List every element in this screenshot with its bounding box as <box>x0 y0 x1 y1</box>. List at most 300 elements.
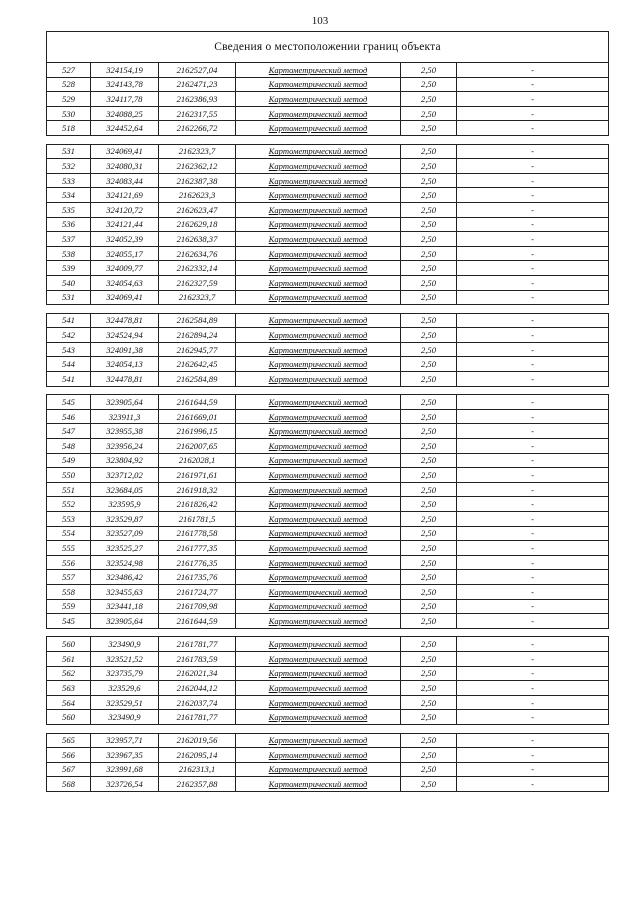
accuracy-cell: 2,50 <box>401 246 457 261</box>
accuracy-cell: 2,50 <box>401 144 457 159</box>
point-number-cell: 560 <box>47 637 91 652</box>
description-cell: - <box>457 395 609 410</box>
accuracy-cell: 2,50 <box>401 526 457 541</box>
coordinate-x-cell: 324080,31 <box>91 159 159 174</box>
coordinate-y-cell: 2162527,04 <box>159 63 236 78</box>
coordinate-y-cell: 2162317,55 <box>159 106 236 121</box>
method-cell: Картометрический метод <box>236 173 401 188</box>
coordinate-x-cell: 324478,81 <box>91 372 159 387</box>
coordinate-x-cell: 323735,79 <box>91 666 159 681</box>
coordinate-y-cell: 2161781,77 <box>159 637 236 652</box>
point-number-cell: 554 <box>47 526 91 541</box>
coordinate-y-cell: 2162327,59 <box>159 275 236 290</box>
coordinate-x-cell: 323490,9 <box>91 637 159 652</box>
coordinate-y-cell: 2162044,12 <box>159 681 236 696</box>
coordinate-y-cell: 2162584,89 <box>159 313 236 328</box>
coordinate-x-cell: 324091,38 <box>91 342 159 357</box>
point-number-cell: 551 <box>47 482 91 497</box>
accuracy-cell: 2,50 <box>401 342 457 357</box>
coordinate-y-cell: 2161778,58 <box>159 526 236 541</box>
accuracy-cell: 2,50 <box>401 733 457 748</box>
point-number-cell: 565 <box>47 733 91 748</box>
table-row <box>47 202 609 217</box>
accuracy-cell: 2,50 <box>401 748 457 763</box>
point-number-cell: 541 <box>47 372 91 387</box>
point-number-cell: 518 <box>47 121 91 136</box>
accuracy-cell: 2,50 <box>401 409 457 424</box>
method-cell: Картометрический метод <box>236 261 401 276</box>
table-row <box>47 106 609 121</box>
coordinate-y-cell: 2162471,23 <box>159 77 236 92</box>
table-row <box>47 328 609 343</box>
coordinate-x-cell: 324452,64 <box>91 121 159 136</box>
accuracy-cell: 2,50 <box>401 695 457 710</box>
table-row <box>47 92 609 107</box>
coordinate-y-cell: 2162007,65 <box>159 439 236 454</box>
description-cell: - <box>457 614 609 629</box>
coordinate-x-cell: 324052,39 <box>91 232 159 247</box>
description-cell: - <box>457 357 609 372</box>
method-cell: Картометрический метод <box>236 541 401 556</box>
accuracy-cell: 2,50 <box>401 159 457 174</box>
coordinate-y-cell: 2161644,59 <box>159 395 236 410</box>
accuracy-cell: 2,50 <box>401 275 457 290</box>
table-row <box>47 637 609 652</box>
point-number-cell: 543 <box>47 342 91 357</box>
coordinate-y-cell: 2162629,18 <box>159 217 236 232</box>
table-row <box>47 614 609 629</box>
coordinate-x-cell: 323524,98 <box>91 555 159 570</box>
coordinate-y-cell: 2162623,47 <box>159 202 236 217</box>
accuracy-cell: 2,50 <box>401 173 457 188</box>
point-number-cell: 559 <box>47 599 91 614</box>
point-number-cell: 534 <box>47 188 91 203</box>
description-cell: - <box>457 541 609 556</box>
accuracy-cell: 2,50 <box>401 232 457 247</box>
table-row <box>47 541 609 556</box>
coordinate-y-cell: 2162037,74 <box>159 695 236 710</box>
point-number-cell: 553 <box>47 512 91 527</box>
group-separator <box>47 386 609 395</box>
coordinate-y-cell: 2161644,59 <box>159 614 236 629</box>
coordinate-x-cell: 324083,44 <box>91 173 159 188</box>
coordinate-y-cell: 2161781,5 <box>159 512 236 527</box>
separator-cell <box>47 628 609 637</box>
method-cell: Картометрический метод <box>236 710 401 725</box>
method-cell: Картометрический метод <box>236 614 401 629</box>
table-row <box>47 173 609 188</box>
description-cell: - <box>457 261 609 276</box>
table-row <box>47 439 609 454</box>
table-row <box>47 666 609 681</box>
point-number-cell: 528 <box>47 77 91 92</box>
accuracy-cell: 2,50 <box>401 188 457 203</box>
method-cell: Картометрический метод <box>236 188 401 203</box>
point-number-cell: 567 <box>47 762 91 777</box>
description-cell: - <box>457 77 609 92</box>
point-number-cell: 541 <box>47 313 91 328</box>
method-cell: Картометрический метод <box>236 217 401 232</box>
table-row <box>47 63 609 78</box>
method-cell: Картометрический метод <box>236 526 401 541</box>
coordinate-y-cell: 2161783,59 <box>159 651 236 666</box>
coordinate-x-cell: 323486,42 <box>91 570 159 585</box>
table-row <box>47 290 609 305</box>
description-cell: - <box>457 599 609 614</box>
coordinate-x-cell: 323991,68 <box>91 762 159 777</box>
coordinate-x-cell: 323525,27 <box>91 541 159 556</box>
separator-cell <box>47 724 609 733</box>
method-cell: Картометрический метод <box>236 409 401 424</box>
accuracy-cell: 2,50 <box>401 681 457 696</box>
description-cell: - <box>457 666 609 681</box>
method-cell: Картометрический метод <box>236 246 401 261</box>
coordinate-x-cell: 324117,78 <box>91 92 159 107</box>
description-cell: - <box>457 372 609 387</box>
accuracy-cell: 2,50 <box>401 372 457 387</box>
coordinate-y-cell: 2162894,24 <box>159 328 236 343</box>
description-cell: - <box>457 106 609 121</box>
point-number-cell: 531 <box>47 144 91 159</box>
table-row <box>47 681 609 696</box>
table-row <box>47 395 609 410</box>
accuracy-cell: 2,50 <box>401 290 457 305</box>
accuracy-cell: 2,50 <box>401 614 457 629</box>
coordinate-x-cell: 324143,78 <box>91 77 159 92</box>
coordinate-x-cell: 323905,64 <box>91 395 159 410</box>
coordinate-y-cell: 2162387,38 <box>159 173 236 188</box>
coordinate-y-cell: 2161918,32 <box>159 482 236 497</box>
table-row <box>47 232 609 247</box>
coordinate-x-cell: 324088,25 <box>91 106 159 121</box>
boundary-coordinates-table <box>46 31 609 792</box>
table-row <box>47 313 609 328</box>
separator-cell <box>47 386 609 395</box>
accuracy-cell: 2,50 <box>401 453 457 468</box>
accuracy-cell: 2,50 <box>401 497 457 512</box>
accuracy-cell: 2,50 <box>401 261 457 276</box>
table-row <box>47 762 609 777</box>
point-number-cell: 533 <box>47 173 91 188</box>
coordinate-x-cell: 323521,52 <box>91 651 159 666</box>
coordinate-y-cell: 2162945,77 <box>159 342 236 357</box>
separator-cell <box>47 305 609 314</box>
coordinate-y-cell: 2161669,01 <box>159 409 236 424</box>
method-cell: Картометрический метод <box>236 555 401 570</box>
separator-cell <box>47 135 609 144</box>
description-cell: - <box>457 92 609 107</box>
coordinate-y-cell: 2161709,98 <box>159 599 236 614</box>
accuracy-cell: 2,50 <box>401 468 457 483</box>
coordinate-x-cell: 323726,54 <box>91 777 159 792</box>
method-cell: Картометрический метод <box>236 92 401 107</box>
table-row <box>47 468 609 483</box>
method-cell: Картометрический метод <box>236 424 401 439</box>
description-cell: - <box>457 555 609 570</box>
accuracy-cell: 2,50 <box>401 555 457 570</box>
method-cell: Картометрический метод <box>236 313 401 328</box>
method-cell: Картометрический метод <box>236 63 401 78</box>
coordinate-x-cell: 324154,19 <box>91 63 159 78</box>
accuracy-cell: 2,50 <box>401 599 457 614</box>
description-cell: - <box>457 482 609 497</box>
coordinate-x-cell: 324524,94 <box>91 328 159 343</box>
coordinate-x-cell: 324054,63 <box>91 275 159 290</box>
table-row <box>47 695 609 710</box>
accuracy-cell: 2,50 <box>401 328 457 343</box>
coordinate-x-cell: 323441,18 <box>91 599 159 614</box>
coordinate-y-cell: 2162634,76 <box>159 246 236 261</box>
accuracy-cell: 2,50 <box>401 541 457 556</box>
point-number-cell: 549 <box>47 453 91 468</box>
coordinate-y-cell: 2162386,93 <box>159 92 236 107</box>
description-cell: - <box>457 777 609 792</box>
coordinate-x-cell: 324121,69 <box>91 188 159 203</box>
description-cell: - <box>457 526 609 541</box>
page-number: 103 <box>311 15 329 27</box>
accuracy-cell: 2,50 <box>401 570 457 585</box>
table-row <box>47 246 609 261</box>
point-number-cell: 561 <box>47 651 91 666</box>
accuracy-cell: 2,50 <box>401 666 457 681</box>
group-separator <box>47 628 609 637</box>
accuracy-cell: 2,50 <box>401 121 457 136</box>
coordinate-y-cell: 2162323,7 <box>159 290 236 305</box>
method-cell: Картометрический метод <box>236 637 401 652</box>
coordinate-x-cell: 323684,05 <box>91 482 159 497</box>
table-row <box>47 555 609 570</box>
coordinate-x-cell: 323529,51 <box>91 695 159 710</box>
description-cell: - <box>457 188 609 203</box>
coordinate-x-cell: 323911,3 <box>91 409 159 424</box>
accuracy-cell: 2,50 <box>401 762 457 777</box>
description-cell: - <box>457 217 609 232</box>
method-cell: Картометрический метод <box>236 733 401 748</box>
point-number-cell: 531 <box>47 290 91 305</box>
accuracy-cell: 2,50 <box>401 106 457 121</box>
coordinate-x-cell: 323455,63 <box>91 584 159 599</box>
description-cell: - <box>457 313 609 328</box>
coordinate-x-cell: 324009,77 <box>91 261 159 276</box>
coordinate-y-cell: 2162019,56 <box>159 733 236 748</box>
coordinate-x-cell: 324121,44 <box>91 217 159 232</box>
description-cell: - <box>457 710 609 725</box>
coordinate-x-cell: 323490,9 <box>91 710 159 725</box>
coordinate-x-cell: 323955,38 <box>91 424 159 439</box>
point-number-cell: 536 <box>47 217 91 232</box>
accuracy-cell: 2,50 <box>401 512 457 527</box>
accuracy-cell: 2,50 <box>401 584 457 599</box>
coordinate-y-cell: 2162095,14 <box>159 748 236 763</box>
coordinate-y-cell: 2162642,45 <box>159 357 236 372</box>
method-cell: Картометрический метод <box>236 497 401 512</box>
accuracy-cell: 2,50 <box>401 202 457 217</box>
point-number-cell: 532 <box>47 159 91 174</box>
coordinate-x-cell: 324069,41 <box>91 290 159 305</box>
coordinate-y-cell: 2162266,72 <box>159 121 236 136</box>
accuracy-cell: 2,50 <box>401 637 457 652</box>
description-cell: - <box>457 290 609 305</box>
table-row <box>47 748 609 763</box>
table-row <box>47 584 609 599</box>
point-number-cell: 547 <box>47 424 91 439</box>
method-cell: Картометрический метод <box>236 144 401 159</box>
coordinate-y-cell: 2161735,76 <box>159 570 236 585</box>
method-cell: Картометрический метод <box>236 328 401 343</box>
table-row <box>47 424 609 439</box>
table-row <box>47 77 609 92</box>
method-cell: Картометрический метод <box>236 159 401 174</box>
table-row <box>47 409 609 424</box>
method-cell: Картометрический метод <box>236 372 401 387</box>
coordinate-y-cell: 2161826,42 <box>159 497 236 512</box>
method-cell: Картометрический метод <box>236 695 401 710</box>
method-cell: Картометрический метод <box>236 232 401 247</box>
description-cell: - <box>457 409 609 424</box>
coordinate-x-cell: 323712,02 <box>91 468 159 483</box>
point-number-cell: 546 <box>47 409 91 424</box>
point-number-cell: 560 <box>47 710 91 725</box>
description-cell: - <box>457 121 609 136</box>
description-cell: - <box>457 748 609 763</box>
method-cell: Картометрический метод <box>236 357 401 372</box>
table-row <box>47 710 609 725</box>
coordinate-x-cell: 323905,64 <box>91 614 159 629</box>
description-cell: - <box>457 159 609 174</box>
table-row <box>47 599 609 614</box>
description-cell: - <box>457 570 609 585</box>
point-number-cell: 558 <box>47 584 91 599</box>
point-number-cell: 544 <box>47 357 91 372</box>
description-cell: - <box>457 144 609 159</box>
table-row <box>47 482 609 497</box>
table-row <box>47 497 609 512</box>
table-row <box>47 261 609 276</box>
coordinate-x-cell: 324478,81 <box>91 313 159 328</box>
group-separator <box>47 305 609 314</box>
description-cell: - <box>457 342 609 357</box>
table-row <box>47 570 609 585</box>
description-cell: - <box>457 246 609 261</box>
method-cell: Картометрический метод <box>236 342 401 357</box>
accuracy-cell: 2,50 <box>401 710 457 725</box>
description-cell: - <box>457 497 609 512</box>
point-number-cell: 566 <box>47 748 91 763</box>
coordinate-y-cell: 2162638,37 <box>159 232 236 247</box>
coordinate-x-cell: 324055,17 <box>91 246 159 261</box>
point-number-cell: 540 <box>47 275 91 290</box>
coordinate-y-cell: 2161724,77 <box>159 584 236 599</box>
method-cell: Картометрический метод <box>236 395 401 410</box>
point-number-cell: 537 <box>47 232 91 247</box>
description-cell: - <box>457 424 609 439</box>
accuracy-cell: 2,50 <box>401 395 457 410</box>
method-cell: Картометрический метод <box>236 439 401 454</box>
method-cell: Картометрический метод <box>236 762 401 777</box>
coordinate-x-cell: 323529,87 <box>91 512 159 527</box>
method-cell: Картометрический метод <box>236 202 401 217</box>
accuracy-cell: 2,50 <box>401 651 457 666</box>
coordinate-x-cell: 324054,13 <box>91 357 159 372</box>
point-number-cell: 562 <box>47 666 91 681</box>
description-cell: - <box>457 651 609 666</box>
coordinate-x-cell: 323956,24 <box>91 439 159 454</box>
point-number-cell: 538 <box>47 246 91 261</box>
coordinate-x-cell: 323967,35 <box>91 748 159 763</box>
table-row <box>47 357 609 372</box>
description-cell: - <box>457 584 609 599</box>
method-cell: Картометрический метод <box>236 77 401 92</box>
accuracy-cell: 2,50 <box>401 77 457 92</box>
point-number-cell: 545 <box>47 395 91 410</box>
coordinate-y-cell: 2162323,7 <box>159 144 236 159</box>
coordinate-y-cell: 2162357,88 <box>159 777 236 792</box>
coordinate-x-cell: 324120,72 <box>91 202 159 217</box>
description-cell: - <box>457 328 609 343</box>
table-row <box>47 777 609 792</box>
method-cell: Картометрический метод <box>236 275 401 290</box>
method-cell: Картометрический метод <box>236 599 401 614</box>
coordinate-x-cell: 323529,6 <box>91 681 159 696</box>
method-cell: Картометрический метод <box>236 121 401 136</box>
method-cell: Картометрический метод <box>236 570 401 585</box>
table-row <box>47 651 609 666</box>
coordinate-y-cell: 2162584,89 <box>159 372 236 387</box>
table-row <box>47 217 609 232</box>
table-row <box>47 733 609 748</box>
point-number-cell: 548 <box>47 439 91 454</box>
description-cell: - <box>457 762 609 777</box>
table-row <box>47 188 609 203</box>
accuracy-cell: 2,50 <box>401 92 457 107</box>
coordinate-y-cell: 2161996,15 <box>159 424 236 439</box>
point-number-cell: 563 <box>47 681 91 696</box>
table-row <box>47 121 609 136</box>
point-number-cell: 556 <box>47 555 91 570</box>
point-number-cell: 564 <box>47 695 91 710</box>
point-number-cell: 545 <box>47 614 91 629</box>
description-cell: - <box>457 468 609 483</box>
table-title-row <box>47 32 609 63</box>
method-cell: Картометрический метод <box>236 512 401 527</box>
table-row <box>47 512 609 527</box>
coordinate-x-cell: 323804,92 <box>91 453 159 468</box>
coordinate-x-cell: 323527,09 <box>91 526 159 541</box>
accuracy-cell: 2,50 <box>401 482 457 497</box>
description-cell: - <box>457 173 609 188</box>
group-separator <box>47 135 609 144</box>
description-cell: - <box>457 202 609 217</box>
description-cell: - <box>457 439 609 454</box>
table-row <box>47 526 609 541</box>
point-number-cell: 550 <box>47 468 91 483</box>
accuracy-cell: 2,50 <box>401 439 457 454</box>
point-number-cell: 552 <box>47 497 91 512</box>
point-number-cell: 555 <box>47 541 91 556</box>
table-title: Сведения о местоположении границ объекта <box>47 32 609 63</box>
coordinate-y-cell: 2161777,35 <box>159 541 236 556</box>
table-row <box>47 453 609 468</box>
coordinate-y-cell: 2161781,77 <box>159 710 236 725</box>
group-separator <box>47 724 609 733</box>
point-number-cell: 568 <box>47 777 91 792</box>
method-cell: Картометрический метод <box>236 651 401 666</box>
coordinate-x-cell: 323957,71 <box>91 733 159 748</box>
point-number-cell: 557 <box>47 570 91 585</box>
point-number-cell: 527 <box>47 63 91 78</box>
description-cell: - <box>457 733 609 748</box>
point-number-cell: 535 <box>47 202 91 217</box>
